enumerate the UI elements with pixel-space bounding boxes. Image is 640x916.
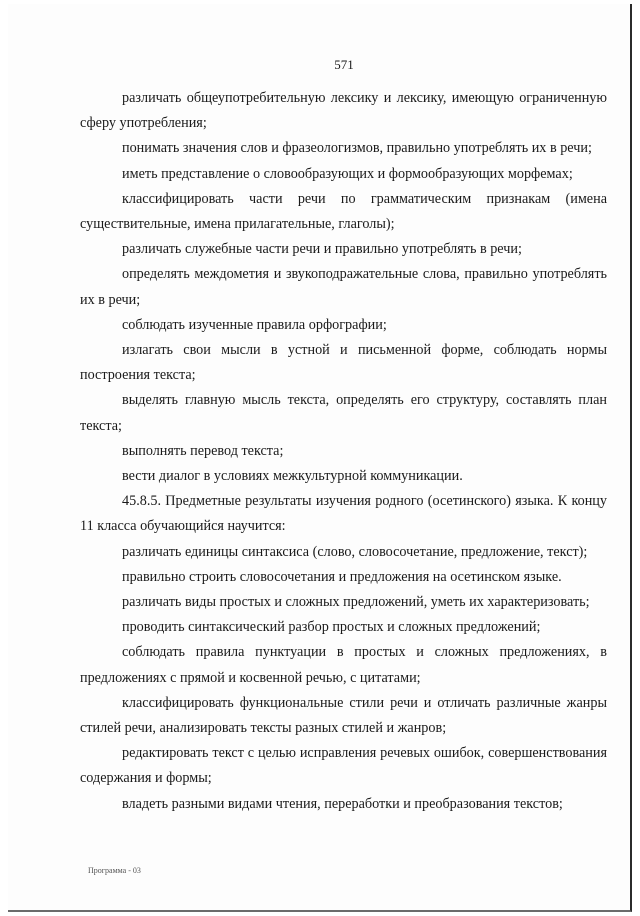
body-text: [80, 86, 607, 817]
paragraph: выделять главную мысль текста, определять его структуру, составлять план текста;: [80, 392, 607, 434]
paragraph: классифицировать функциональные стили речи и отличать различные жанры стилей речи, анализировать тексты разных стилей и жанров;: [80, 694, 607, 737]
paragraph: правильно строить словосочетания и предложения на осетинском языке.: [122, 568, 562, 585]
paragraph: различать единицы синтаксиса (слово, словосочетание, предложение, текст);: [122, 543, 588, 560]
paragraph: редактировать текст с целью исправления речевых ошибок, совершенствования содержания и формы;: [80, 745, 607, 787]
footer-label: Программа - 03: [88, 866, 141, 875]
paragraph: вести диалог в условиях межкультурной коммуникации.: [122, 468, 463, 485]
section-heading-paragraph: 45.8.5. Предметные результаты изучения родного (осетинского) языка. К концу 11 класса обучающийся научится:: [80, 493, 607, 535]
paragraph: различать общеупотребительную лексику и лексику, имеющую ограниченную сферу употребления;: [80, 90, 607, 132]
paragraph: соблюдать изученные правила орфографии;: [122, 316, 387, 333]
paragraph: определять междометия и звукоподражательные слова, правильно употреблять их в речи;: [80, 266, 607, 308]
paragraph: выполнять перевод текста;: [122, 442, 284, 459]
paragraph: понимать значения слов и фразеологизмов, правильно употреблять их в речи;: [122, 140, 592, 157]
document-page: [8, 4, 632, 912]
paragraph: классифицировать части речи по грамматическим признакам (имена существительные, имена прилагательные, глаголы);: [80, 190, 607, 233]
paragraph: проводить синтаксический разбор простых и сложных предложений;: [122, 619, 541, 636]
paragraph: различать служебные части речи и правильно употреблять в речи;: [122, 241, 522, 258]
paragraph: различать виды простых и сложных предложений, уметь их характеризовать;: [122, 594, 590, 611]
paragraph: владеть разными видами чтения, переработки и преобразования текстов;: [122, 795, 563, 812]
paragraph: соблюдать правила пунктуации в простых и сложных предложениях, в предложениях с прямой и косвенной речью, с цитатами;: [80, 644, 607, 686]
paragraph: иметь представление о словообразующих и формообразующих морфемах;: [122, 165, 573, 182]
paragraph: излагать свои мысли в устной и письменной форме, соблюдать нормы построения текста;: [80, 342, 607, 384]
page-number: 571: [334, 57, 354, 72]
